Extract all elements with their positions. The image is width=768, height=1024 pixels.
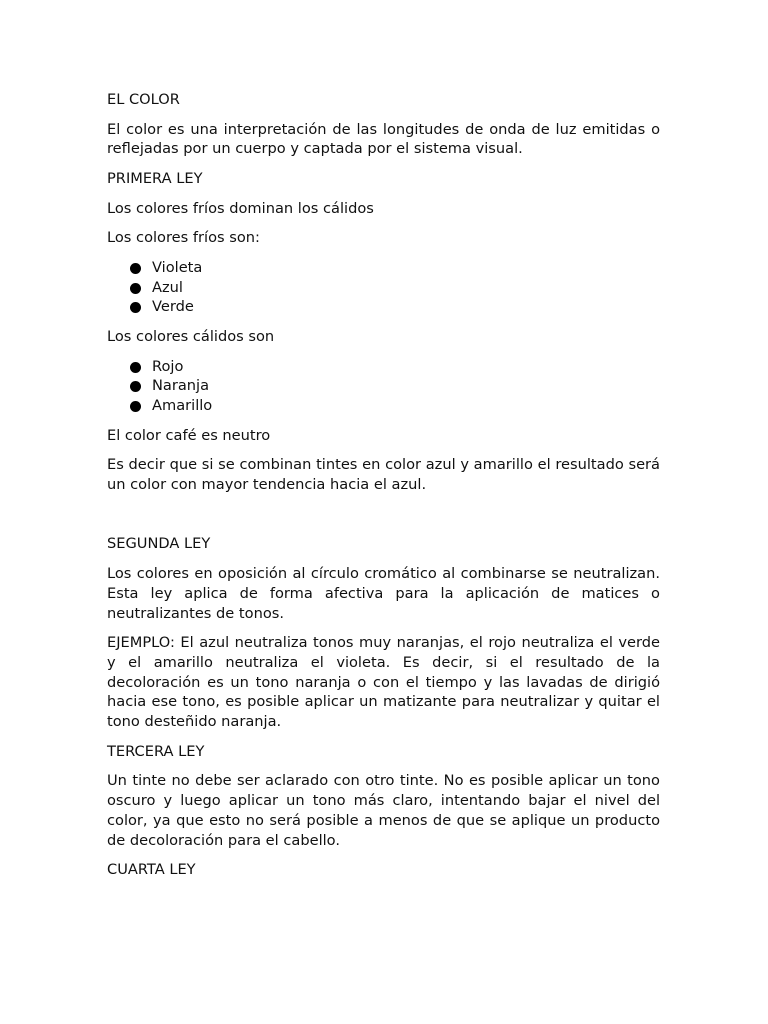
list-item-label: Violeta [152,258,203,276]
paragraph: El color café es neutro [107,426,271,444]
paragraph: EJEMPLO: El azul neutraliza tonos muy naranjas, el rojo neutraliza el verde y el amarillo neutraliza el violeta. Es decir, si el resultado de la decoloración es un tono naranja o con el tiempo y las lavadas de dirigió hacia ese tono, es posible aplicar un matizante para neutralizar y quitar el tono desteñido naranja. [107,634,660,731]
paragraph: Los colores fríos son: [107,229,260,247]
blank-line [107,505,660,535]
bullet-icon [130,401,141,412]
paragraph: Es decir que si se combinan tintes en color azul y amarillo el resultado será un color con mayor tendencia hacia el azul. [107,456,660,494]
list-item-label: Verde [152,298,194,316]
list-item [107,376,660,396]
bullet-icon [130,362,141,373]
bullet-icon [130,263,141,274]
section-heading-tercera-ley: TERCERA LEY [107,742,205,760]
list-item [107,258,660,278]
document-page [107,90,660,890]
list-item [107,278,660,298]
paragraph: Un tinte no debe ser aclarado con otro tinte. No es posible aplicar un tono oscuro y luego aplicar un tono más claro, intentando bajar el nivel del color, ya que esto no será posible a menos de que se aplique un producto de decoloración para el cabello. [107,772,660,849]
section-heading-segunda-ley: SEGUNDA LEY [107,535,211,553]
document-title: EL COLOR [107,91,180,108]
cold-colors-list [107,258,660,317]
bullet-icon [130,302,141,313]
section-heading-primera-ley: PRIMERA LEY [107,169,203,187]
list-item [107,357,660,377]
paragraph: Los colores en oposición al círculo cromático al combinarse se neutralizan. Esta ley aplica de forma afectiva para la aplicación de matices o neutralizantes de tonos. [107,564,660,622]
list-item-label: Rojo [152,357,184,375]
list-item-label: Azul [152,278,183,296]
bullet-icon [130,283,141,294]
section-heading-cuarta-ley: CUARTA LEY [107,861,196,879]
list-item [107,297,660,317]
paragraph: Los colores fríos dominan los cálidos [107,199,374,217]
bullet-icon [130,381,141,392]
list-item-label: Amarillo [152,397,213,415]
paragraph: Los colores cálidos son [107,327,275,345]
list-item [107,396,660,416]
list-item-label: Naranja [152,377,210,395]
warm-colors-list [107,357,660,416]
intro-paragraph: El color es una interpretación de las longitudes de onda de luz emitidas o reflejadas por un cuerpo y captada por el sistema visual. [107,120,660,158]
